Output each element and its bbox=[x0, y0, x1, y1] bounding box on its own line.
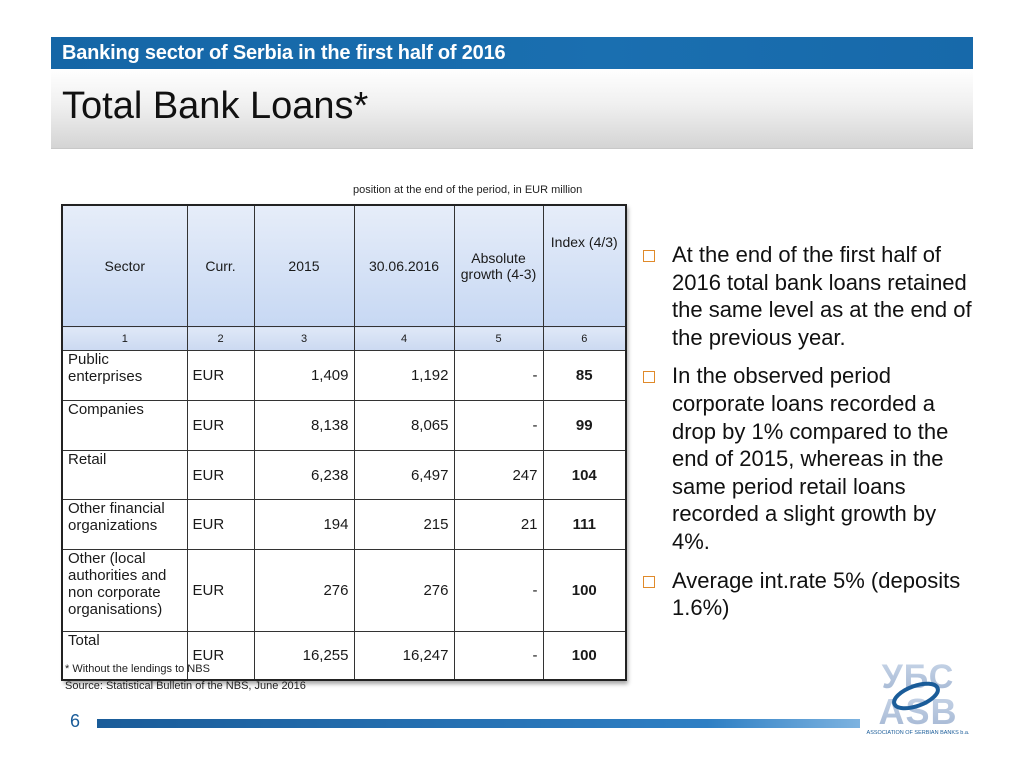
column-number: 6 bbox=[543, 327, 626, 351]
index-cell: 104 bbox=[543, 451, 626, 500]
footer-bar bbox=[97, 719, 860, 728]
bullet-text: In the observed period corporate loans recorded a drop by 1% compared to the end of 2015, whereas in the same period retail loans recorded a slight growth by 4%. bbox=[672, 363, 949, 554]
page-title: Total Bank Loans* bbox=[62, 85, 369, 127]
table-row bbox=[62, 500, 626, 550]
value-2016-cell: 276 bbox=[354, 550, 454, 632]
value-2015-cell: 194 bbox=[254, 500, 354, 550]
square-bullet-icon bbox=[643, 371, 655, 383]
value-2015-cell: 16,255 bbox=[254, 632, 354, 680]
section-title: Banking sector of Serbia in the first half of 2016 bbox=[62, 42, 506, 64]
bullet-item bbox=[643, 362, 973, 555]
currency-cell: EUR bbox=[187, 632, 254, 680]
table-row bbox=[62, 351, 626, 401]
index-cell: 111 bbox=[543, 500, 626, 550]
sector-cell: Retail bbox=[62, 451, 187, 500]
table-header-row bbox=[62, 205, 626, 327]
sector-cell: Companies bbox=[62, 401, 187, 451]
column-number: 3 bbox=[254, 327, 354, 351]
value-2015-cell: 8,138 bbox=[254, 401, 354, 451]
page-number: 6 bbox=[70, 711, 81, 731]
growth-cell: 21 bbox=[454, 500, 543, 550]
index-cell: 99 bbox=[543, 401, 626, 451]
table-subtitle: position at the end of the period, in EUR million bbox=[353, 184, 583, 196]
index-cell: 85 bbox=[543, 351, 626, 401]
table-row bbox=[62, 401, 626, 451]
column-header: Index (4/3) bbox=[543, 205, 626, 327]
currency-cell: EUR bbox=[187, 451, 254, 500]
value-2016-cell: 6,497 bbox=[354, 451, 454, 500]
currency-cell: EUR bbox=[187, 351, 254, 401]
bullet-list bbox=[643, 241, 973, 633]
loans-table bbox=[61, 204, 627, 681]
growth-cell: - bbox=[454, 550, 543, 632]
column-header: 30.06.2016 bbox=[354, 205, 454, 327]
column-number-row bbox=[62, 327, 626, 351]
growth-cell: - bbox=[454, 401, 543, 451]
footnote-source: Source: Statistical Bulletin of the NBS, June 2016 bbox=[65, 680, 306, 692]
currency-cell: EUR bbox=[187, 500, 254, 550]
bullet-item bbox=[643, 241, 973, 351]
column-number: 2 bbox=[187, 327, 254, 351]
association-logo bbox=[866, 654, 970, 736]
currency-cell: EUR bbox=[187, 550, 254, 632]
footnote-note: * Without the lendings to NBS bbox=[65, 663, 210, 675]
growth-cell: 247 bbox=[454, 451, 543, 500]
index-cell: 100 bbox=[543, 632, 626, 680]
logo-latin-text: ASB bbox=[878, 691, 958, 732]
sector-cell: Total bbox=[62, 632, 187, 680]
currency-cell: EUR bbox=[187, 401, 254, 451]
bullet-text: Average int.rate 5% (deposits 1.6%) bbox=[672, 567, 961, 621]
bullet-text: At the end of the first half of 2016 total bank loans retained the same level as at the end of the previous year. bbox=[672, 242, 972, 350]
title-band bbox=[51, 69, 973, 149]
table-row bbox=[62, 451, 626, 500]
column-header: Sector bbox=[62, 205, 187, 327]
sector-cell: Other financial organizations bbox=[62, 500, 187, 550]
column-header: 2015 bbox=[254, 205, 354, 327]
column-number: 1 bbox=[62, 327, 187, 351]
bullet-item bbox=[643, 567, 973, 622]
value-2016-cell: 215 bbox=[354, 500, 454, 550]
column-header: Curr. bbox=[187, 205, 254, 327]
value-2015-cell: 6,238 bbox=[254, 451, 354, 500]
square-bullet-icon bbox=[643, 250, 655, 262]
sector-cell: Public enterprises bbox=[62, 351, 187, 401]
value-2016-cell: 16,247 bbox=[354, 632, 454, 680]
value-2016-cell: 8,065 bbox=[354, 401, 454, 451]
index-cell: 100 bbox=[543, 550, 626, 632]
column-header: Absolute growth (4-3) bbox=[454, 205, 543, 327]
logo-cyrillic-text: УБС bbox=[881, 658, 955, 696]
growth-cell: - bbox=[454, 632, 543, 680]
sector-cell: Other (local authorities and non corporate organisations) bbox=[62, 550, 187, 632]
value-2016-cell: 1,192 bbox=[354, 351, 454, 401]
square-bullet-icon bbox=[643, 576, 655, 588]
column-number: 5 bbox=[454, 327, 543, 351]
value-2015-cell: 276 bbox=[254, 550, 354, 632]
column-number: 4 bbox=[354, 327, 454, 351]
table-row bbox=[62, 550, 626, 632]
value-2015-cell: 1,409 bbox=[254, 351, 354, 401]
logo-caption: ASSOCIATION OF SERBIAN BANKS b.a. bbox=[866, 730, 970, 736]
growth-cell: - bbox=[454, 351, 543, 401]
loans-table-container bbox=[61, 204, 625, 681]
section-title-bar bbox=[51, 37, 973, 69]
footnote bbox=[65, 661, 306, 695]
